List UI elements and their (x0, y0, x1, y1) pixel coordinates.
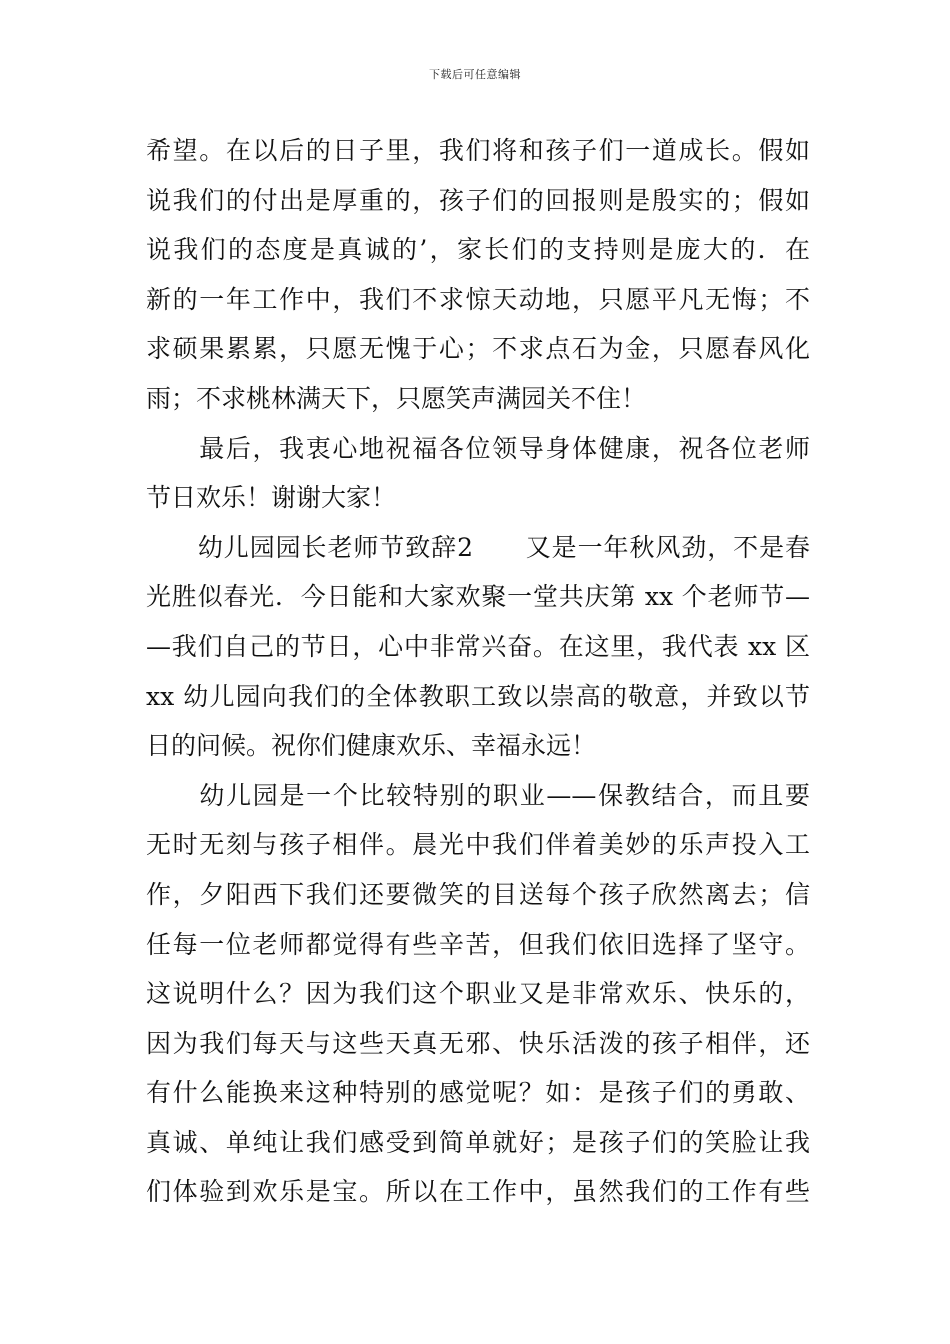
text-line: 有什么能换来这种特别的感觉呢？如：是孩子们的勇敢、 (146, 1078, 810, 1108)
text-line: 真诚、单纯让我们感受到简单就好；是孩子们的笑脸让我 (146, 1127, 810, 1157)
text-line: 幼儿园是一个比较特别的职业——保教结合，而且要 (146, 780, 810, 810)
text-line: 说我们的付出是厚重的，孩子们的回报则是殷实的；假如 (146, 185, 810, 215)
text-line: 节日欢乐！谢谢大家！ (146, 483, 397, 513)
page-header: 下载后可任意编辑 (429, 68, 521, 81)
text-line: 希望。在以后的日子里，我们将和孩子们一道成长。假如 (146, 136, 810, 165)
text-line: 光胜似春光．今日能和大家欢聚一堂共庆第 xx 个老师节— (146, 582, 810, 612)
text-line: 作，夕阳西下我们还要微笑的目送每个孩子欣然离去；信 (146, 879, 810, 909)
text-line: 日的问候。祝你们健康欢乐、幸福永远！ (146, 731, 597, 761)
text-line: 雨；不求桃林满天下，只愿笑声满园关不住！ (146, 383, 647, 413)
text-line: 这说明什么？因为我们这个职业又是非常欢乐、快乐的， (146, 979, 810, 1009)
document-body (146, 126, 810, 1217)
text-line: 说我们的态度是真诚的’，家长们的支持则是庞大的．在 (146, 235, 810, 265)
text-line: 求硕果累累，只愿无愧于心；不求点石为金，只愿春风化 (146, 334, 810, 364)
text-line: 最后，我衷心地祝福各位领导身体健康，祝各位老师 (146, 433, 810, 463)
text-line: 因为我们每天与这些天真无邪、快乐活泼的孩子相伴，还 (146, 1028, 810, 1058)
text-line: 无时无刻与孩子相伴。晨光中我们伴着美妙的乐声投入工 (146, 830, 810, 860)
text-line: 们体验到欢乐是宝。所以在工作中，虽然我们的工作有些 (146, 1177, 810, 1207)
text-line: 幼儿园园长老师节致辞2 又是一年秋风劲，不是春 (146, 532, 810, 562)
text-line: —我们自己的节日，心中非常兴奋。在这里，我代表 xx 区 (146, 631, 810, 661)
text-line: xx 幼儿园向我们的全体教职工致以崇高的敬意，并致以节 (146, 681, 810, 711)
text-line: 任每一位老师都觉得有些辛苦，但我们依旧选择了坚守。 (146, 929, 810, 959)
text-line: 新的一年工作中，我们不求惊天动地，只愿平凡无悔；不 (146, 284, 810, 314)
